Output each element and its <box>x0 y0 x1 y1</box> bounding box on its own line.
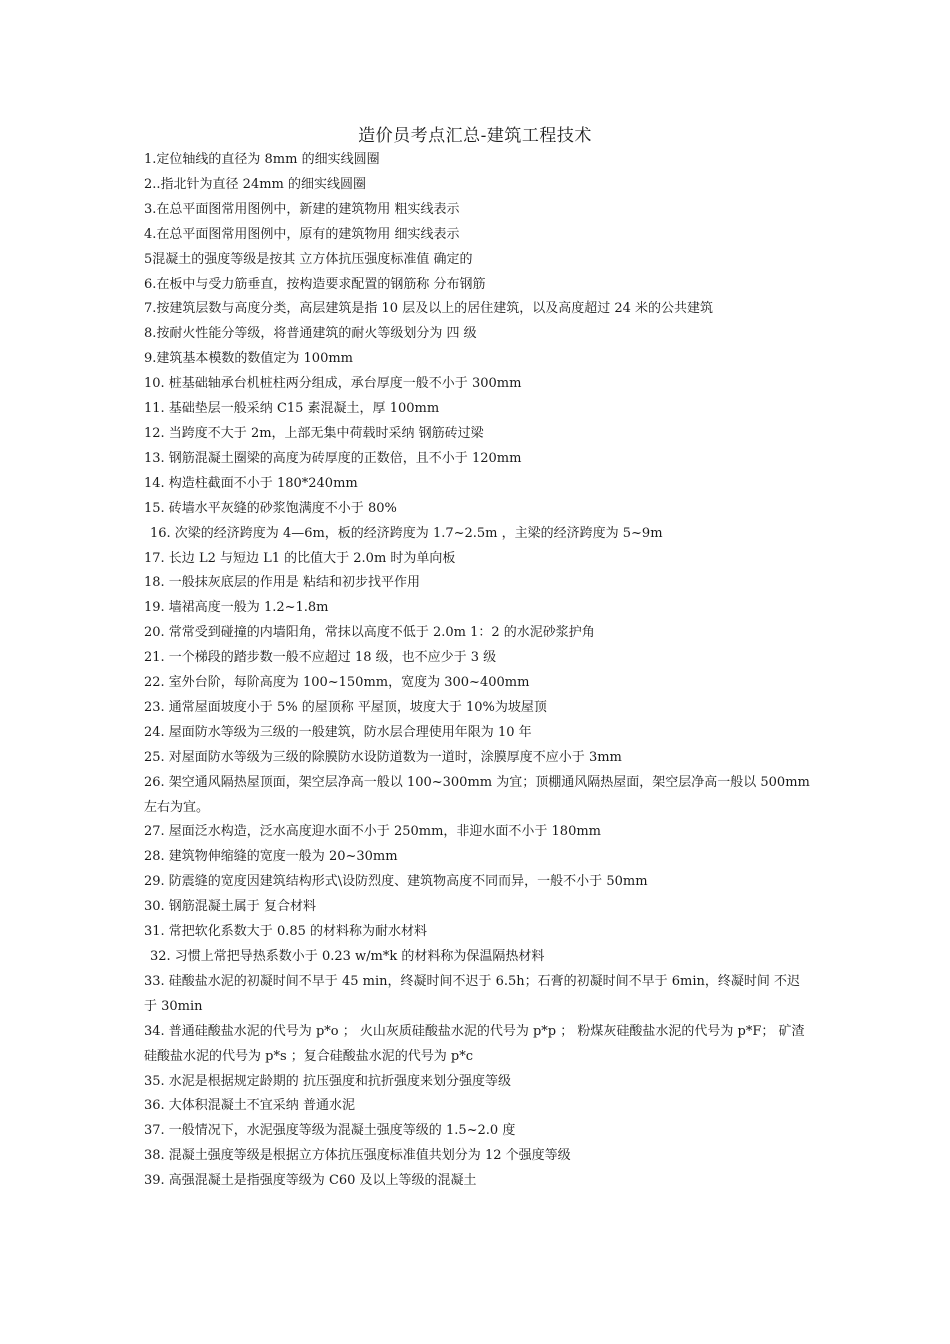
list-item: 31. 常把软化系数大于 0.85 的材料称为耐水材料 <box>144 924 428 940</box>
list-item: 2..指北针为直径 24mm 的细实线圆圈 <box>144 176 366 192</box>
list-item: 4.在总平面图常用图例中，原有的建筑物用 细实线表示 <box>144 226 460 242</box>
list-item: 13. 钢筋混凝土圈梁的高度为砖厚度的正数倍，且不小于 120mm <box>144 450 522 466</box>
list-item: 1.定位轴线的直径为 8mm 的细实线圆圈 <box>144 152 380 167</box>
list-item: 29. 防震缝的宽度因建筑结构形式\设防烈度、建筑物高度不同而异，一般不小于 50mm <box>144 874 648 890</box>
list-item: 19. 墙裙高度一般为 1.2~1.8m <box>144 600 329 616</box>
list-item: 5混凝土的强度等级是按其 立方体抗压强度标准值 确定的 <box>144 251 473 267</box>
list-item: 35. 水泥是根据规定龄期的 抗压强度和抗折强度来划分强度等级 <box>144 1073 511 1089</box>
list-item: 33. 硅酸盐水泥的初凝时间不早于 45 min，终凝时间不迟于 6.5h；石膏的初凝时间不早于 6min，终凝时间 不迟于 30min <box>144 973 801 1014</box>
list-item: 34. 普通硅酸盐水泥的代号为 p*o ； 火山灰质硅酸盐水泥的代号为 p*p ； 粉煤灰硅酸盐水泥的代号为 p*F； 矿渣硅酸盐水泥的代号为 p*s ；复合硅酸盐水泥的代号为 p*c <box>144 1023 805 1064</box>
list-item: 16. 次梁的经济跨度为 4—6m，板的经济跨度为 1.7~2.5m ，主梁的经济跨度为 5~9m <box>150 525 663 541</box>
list-item: 28. 建筑物伸缩缝的宽度一般为 20~30mm <box>144 849 398 865</box>
document-title: 造价员考点汇总-建筑工程技术 <box>358 126 592 146</box>
list-item: 37. 一般情况下，水泥强度等级为混凝土强度等级的 1.5~2.0 度 <box>144 1123 516 1139</box>
list-item: 36. 大体积混凝土不宜采纳 普通水泥 <box>144 1098 355 1114</box>
list-item: 20. 常常受到碰撞的内墙阳角，常抹以高度不低于 2.0m 1：2 的水泥砂浆护角 <box>144 625 595 641</box>
list-item: 14. 构造柱截面不小于 180*240mm <box>144 475 358 491</box>
list-item: 3.在总平面图常用图例中，新建的建筑物用 粗实线表示 <box>144 201 460 217</box>
list-item: 22. 室外台阶，每阶高度为 100~150mm，宽度为 300~400mm <box>144 675 530 691</box>
list-item: 27. 屋面泛水构造，泛水高度迎水面不小于 250mm，非迎水面不小于 180mm <box>144 824 602 840</box>
list-item: 38. 混凝土强度等级是根据立方体抗压强度标准值共划分为 12 个强度等级 <box>144 1148 571 1164</box>
list-item: 25. 对屋面防水等级为三级的除膜防水设防道数为一道时，涂膜厚度不应小于 3mm <box>144 749 622 765</box>
list-item: 21. 一个梯段的踏步数一般不应超过 18 级，也不应少于 3 级 <box>144 650 497 666</box>
list-item: 17. 长边 L2 与短边 L1 的比值大于 2.0m 时为单向板 <box>144 550 456 566</box>
list-item: 8.按耐火性能分等级，将普通建筑的耐火等级划分为 四 级 <box>144 326 477 342</box>
list-item: 9.建筑基本模数的数值定为 100mm <box>144 351 354 367</box>
list-item: 26. 架空通风隔热屋顶面，架空层净高一般以 100~300mm 为宜；顶棚通风隔热屋面，架空层净高一般以 500mm 左右为宜。 <box>144 774 810 815</box>
list-item: 15. 砖墙水平灰缝的砂浆饱满度不小于 80% <box>144 500 397 516</box>
list-item: 7.按建筑层数与高度分类，高层建筑是指 10 层及以上的居住建筑，以及高度超过 24 米的公共建筑 <box>144 301 714 317</box>
list-item: 12. 当跨度不大于 2m，上部无集中荷载时采纳 钢筋砖过梁 <box>144 425 484 441</box>
list-item: 6.在板中与受力筋垂直，按构造要求配置的钢筋称 分布钢筋 <box>144 276 486 292</box>
list-item: 24. 屋面防水等级为三级的一般建筑，防水层合理使用年限为 10 年 <box>144 724 532 740</box>
list-item: 30. 钢筋混凝土属于 复合材料 <box>144 899 316 915</box>
item-list <box>144 148 812 1194</box>
list-item: 18. 一般抹灰底层的作用是 粘结和初步找平作用 <box>144 575 420 591</box>
list-item: 23. 通常屋面坡度小于 5% 的屋顶称 平屋顶，坡度大于 10%为坡屋顶 <box>144 699 547 715</box>
list-item: 39. 高强混凝土是指强度等级为 C60 及以上等级的混凝土 <box>144 1173 477 1189</box>
list-item: 10. 桩基础轴承台机桩柱两分组成，承台厚度一般不小于 300mm <box>144 376 522 392</box>
list-item: 11. 基础垫层一般采纳 C15 素混凝土，厚 100mm <box>144 401 440 417</box>
list-item: 32. 习惯上常把导热系数小于 0.23 w/m*k 的材料称为保温隔热材料 <box>150 949 545 964</box>
